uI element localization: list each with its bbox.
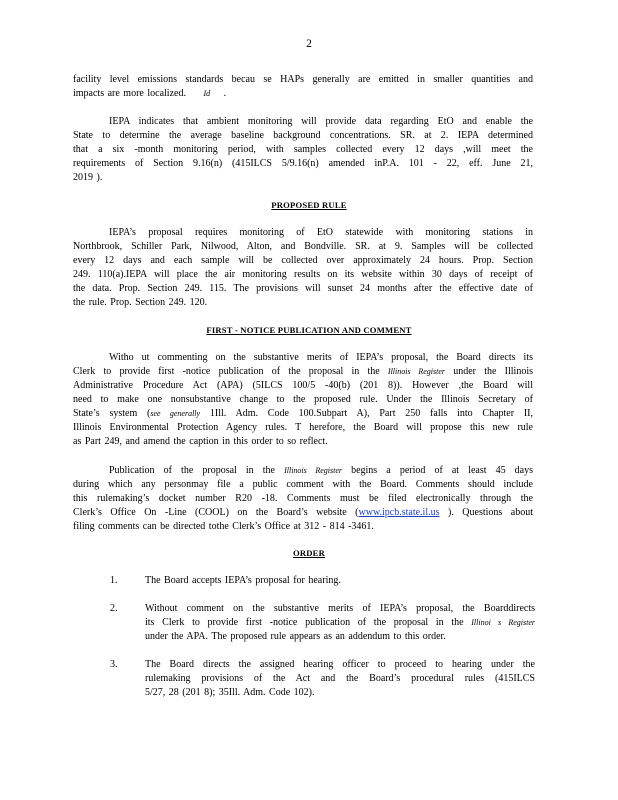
heading-first-notice: FIRST - NOTICE PUBLICATION AND COMMENT <box>206 325 412 335</box>
text-line: IEPA’s proposal requires monitoring of EtO statewide with monitoring stations in <box>109 227 533 238</box>
text-line: The Board directs the assigned hearing officer to proceed to hearing under the <box>145 659 535 670</box>
text-line: State to determine the average baseline background concentrations. SR. at 2. IEPA determined <box>73 130 533 141</box>
text-line: need to make one nonsubstantive change to the proposed rule. Under the Illinois Secretary of <box>73 394 533 405</box>
text-line: requirements of Section 9.16(n) (415ILCS 5/9.16(n) amended inP.A. 101 - 22, eff. June 21, <box>73 158 533 169</box>
text-line: 5/27, 28 (201 8); 35Ill. Adm. Code 102). <box>145 687 315 698</box>
illinois-register-italic: Illinois Register <box>387 367 445 376</box>
page-number: 2 <box>306 38 312 50</box>
heading-order: ORDER <box>292 548 326 558</box>
text-line: 249. 110(a).IEPA will place the air monitoring results on its website within 30 days of receipt of <box>73 269 533 280</box>
text-line: every 12 days and each sample will be collected over approximately 24 hours. Prop. Section <box>73 255 533 266</box>
order-item-number: 3. <box>110 659 118 670</box>
text-line: under the APA. The proposed rule appears as an addendum to this order. <box>145 631 446 642</box>
text-line: Without comment on the substantive merits of IEPA’s proposal, the Boarddirects <box>145 603 535 614</box>
order-item-number: 2. <box>110 603 118 614</box>
heading-proposed-rule: PROPOSED RULE <box>271 200 347 210</box>
text-line: Witho ut commenting on the substantive merits of IEPA’s proposal, the Board directs its <box>109 352 533 363</box>
intro-line-2: impacts are more localized. Id . <box>73 88 227 99</box>
text-line: that a six -month monitoring period, with samples collected every 12 days ,will meet the <box>73 144 533 155</box>
text-line: Northbrook, Schiller Park, Nilwood, Alton, and Bondville. SR. at 9. Samples will be collected <box>73 241 533 252</box>
text-line: Clerk’s Office On -Line (COOL) on the Board’s website (www.ipcb.state.il.us ). Questions about <box>73 507 533 518</box>
text-line: the data. Prop. Section 249. 115. The provisions will sunset 24 months after the effective date of <box>73 283 533 294</box>
intro-line-1: facility level emissions standards becau se HAPs generally are emitted in smaller quantities and <box>73 74 533 85</box>
text-line: its Clerk to provide first -notice publication of the proposal in the Illinoi s Register <box>145 617 535 628</box>
text-line: Illinois Environmental Protection Agency rules. T herefore, the Board will propose this new rule <box>73 422 533 433</box>
text-line: State’s system (see generally 1Ill. Adm. Code 100.Subpart A), Part 250 falls into Chapter II, <box>73 408 534 419</box>
see-generally-italic: see generally <box>150 409 201 418</box>
illinois-register-italic: Illinoi s Register <box>471 618 535 627</box>
illinois-register-italic: Illinois Register <box>284 466 342 475</box>
text-line: the rule. Prop. Section 249. 120. <box>73 297 208 308</box>
order-item-number: 1. <box>110 575 118 586</box>
text-line: IEPA indicates that ambient monitoring will provide data regarding EtO and enable the <box>109 116 533 127</box>
text-line: this rulemaking’s docket number R20 -18. Comments must be filed electronically through the <box>73 493 533 504</box>
text-line: as Part 249, and amend the caption in this order to so reflect. <box>73 436 328 447</box>
id-citation: Id <box>203 89 211 98</box>
board-website-link[interactable]: www.ipcb.state.il.us <box>358 507 440 518</box>
text-line: Publication of the proposal in the Illinois Register begins a period of at least 45 days <box>109 465 534 476</box>
text-line: filing comments can be directed tothe Clerk’s Office at 312 - 814 -3461. <box>73 521 374 532</box>
text-line: Clerk to provide first -notice publication of the proposal in the Illinois Register under the Illinois <box>73 366 533 377</box>
text-line: rulemaking provisions of the Act and the Board’s procedural rules (415ILCS <box>145 673 535 684</box>
order-item-text: The Board accepts IEPA’s proposal for hearing. <box>145 575 341 586</box>
text-line: during which any personmay file a public comment with the Board. Comments should include <box>73 479 533 490</box>
text-line: 2019 ). <box>73 172 103 183</box>
text-line: Administrative Procedure Act (APA) (5ILCS 100/5 -40(b) (201 8)). However ,the Board will <box>73 380 533 391</box>
